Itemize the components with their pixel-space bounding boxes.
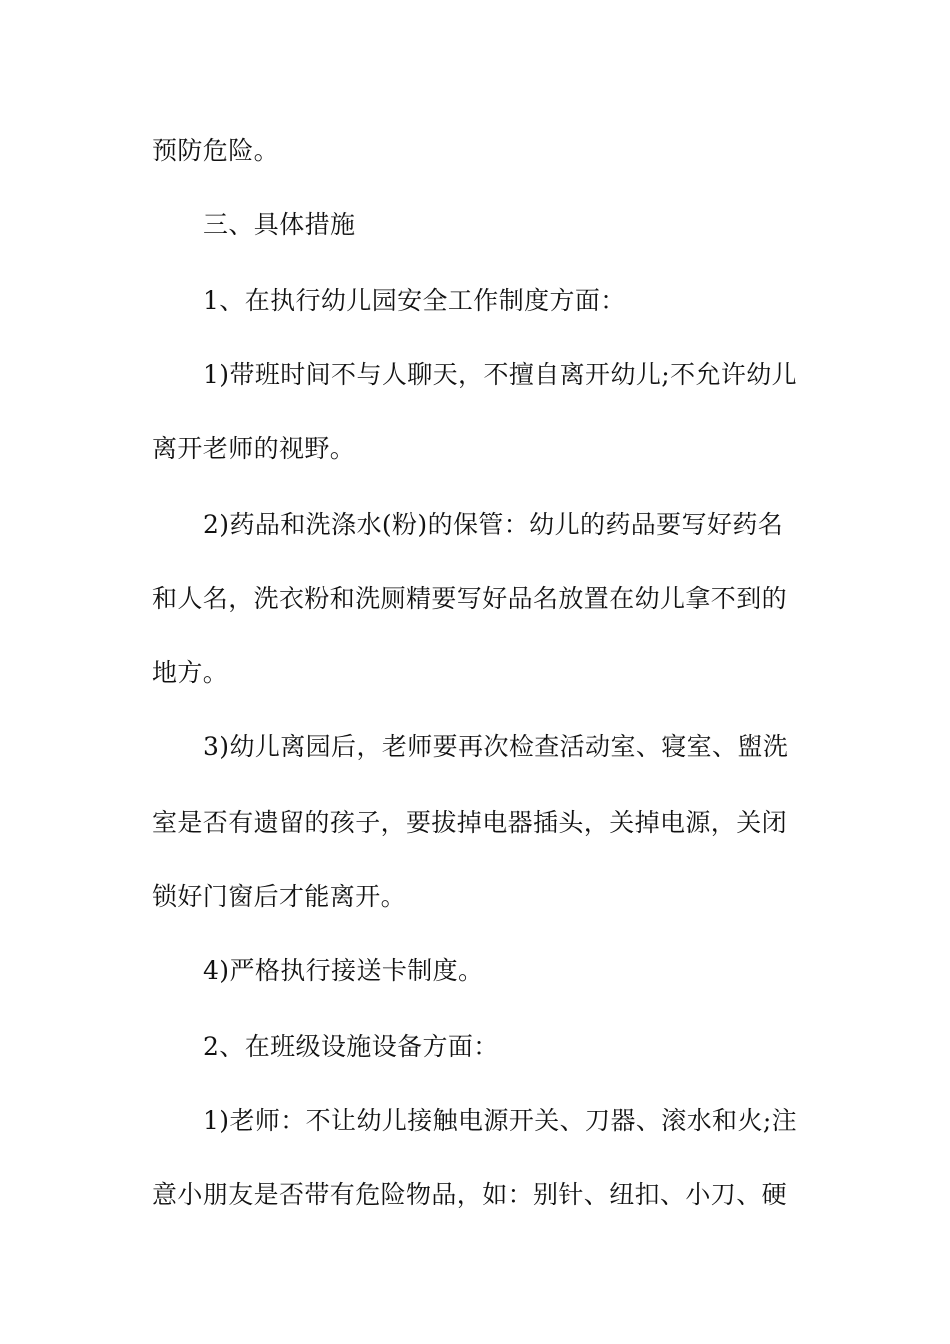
subsection-heading-1: 1、在执行幼儿园安全工作制度方面： (203, 286, 626, 315)
text-line-4: 1)带班时间不与人聊天，不擅自离开幼儿;不允许幼儿 (203, 360, 798, 389)
section-heading-3: 三、具体措施 (203, 210, 356, 239)
text-line-5: 离开老师的视野。 (152, 434, 356, 463)
text-line-1: 预防危险。 (152, 136, 280, 165)
text-line-10: 室是否有遗留的孩子，要拔掉电器插头，关掉电源，关闭 (152, 808, 788, 837)
text-line-8: 地方。 (152, 658, 229, 687)
text-line-14: 1)老师：不让幼儿接触电源开关、刀器、滚水和火;注 (203, 1106, 798, 1135)
text-line-12: 4)严格执行接送卡制度。 (203, 956, 484, 985)
text-line-11: 锁好门窗后才能离开。 (152, 882, 407, 911)
text-line-7: 和人名，洗衣粉和洗厕精要写好品名放置在幼儿拿不到的 (152, 584, 788, 613)
text-line-6: 2)药品和洗涤水(粉)的保管：幼儿的药品要写好药名 (203, 510, 784, 539)
subsection-heading-2: 2、在班级设施设备方面： (203, 1032, 499, 1061)
text-line-9: 3)幼儿离园后，老师要再次检查活动室、寝室、盥洗 (203, 732, 789, 761)
text-line-15: 意小朋友是否带有危险物品，如：别针、纽扣、小刀、硬 (152, 1180, 788, 1209)
